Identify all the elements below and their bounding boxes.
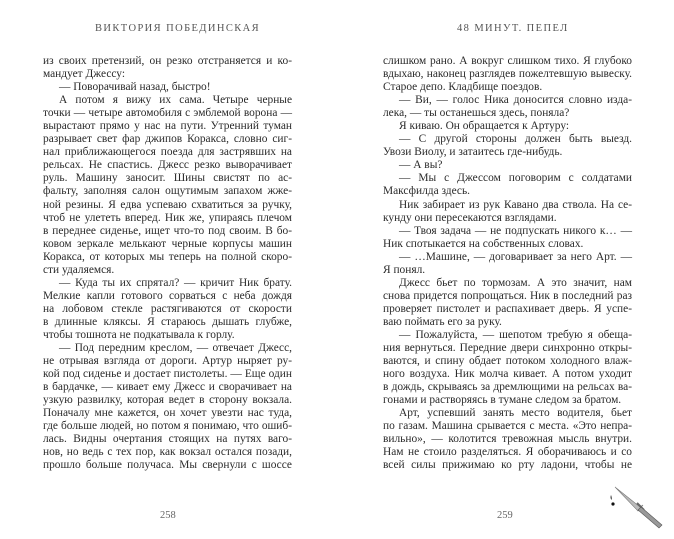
text-line: Джесс бьет по тормозам. А это значит, нам — [399, 276, 632, 289]
text-line: кой под сиденье и достает пистолеты. — Еще один — [43, 368, 292, 381]
text-line: узкую развилку, которая ведет в сторону вокзала. — [43, 394, 292, 407]
text-line: слишком рано. А вокруг слишком тихо. Я глубоко — [383, 55, 632, 67]
text-line: рельсах. Не спастись. Джесс резко выворачивает — [43, 159, 292, 172]
text-line: в переднее сиденье, ищет что-то под своим. В бо- — [43, 224, 292, 237]
text-line: ной резины. Я едва успеваю схватиться за ручку, — [43, 198, 292, 211]
text-line: чтобы тошнота не подкатывала к горлу. — [43, 328, 235, 341]
text-line: ваю поймать его за руку. — [383, 315, 502, 328]
text-line: проверяет пистолет и распахивает дверь. Я успе- — [383, 302, 632, 315]
text-line: Старое депо. Кладбище поездов. — [383, 81, 543, 94]
text-line: лека, — ты останешься здесь, поняла? — [383, 107, 570, 120]
text-line: Коракса, от которых мы теперь на полной скоро- — [43, 250, 292, 263]
text-line: Поначалу мне кажется, он хочет увезти нас туда, — [43, 407, 292, 420]
text-line: — Пожалуйста, — шепотом требую я обеща- — [399, 328, 632, 341]
text-line: ния вернуться. Передние двери синхронно откры- — [383, 342, 632, 355]
text-line: из своих претензий, он резко отстраняется и ко- — [43, 55, 292, 67]
text-line: разрывает свет фар джипов Коракса, словно сиг- — [43, 133, 292, 146]
text-line: — Куда ты их спрятал? — кричит Ник брату. — [59, 276, 292, 289]
text-line: лась. Видны очертания стоящих на путях ваго- — [43, 433, 292, 446]
text-line: снова придется попрощаться. Ник в последний раз — [383, 289, 632, 302]
text-line: сти удаляемся. — [43, 263, 115, 276]
text-line: вильно», — колотится тревожная мысль внутри. — [383, 433, 632, 446]
running-header-author: ВИКТОРИЯ ПОБЕДИНСКАЯ — [95, 23, 261, 34]
text-line: Я понял. — [383, 263, 426, 276]
text-line: — Поворачивай назад, быстро! — [59, 81, 211, 94]
text-line: нов, но ведь с тех пор, как вокзал остался позади, — [43, 446, 292, 459]
text-line: на лобовом стекле растягиваются от скорости — [43, 302, 292, 315]
text-line: Мелкие капли готового сорваться с неба дождя — [43, 289, 292, 302]
text-line: — …Машине, — договаривает за него Арт. — — [399, 250, 632, 263]
text-line: не отрывая взгляда от дороги. Артур ныряет ру- — [43, 355, 292, 368]
text-line: руль. Машину заносит. Шины свистят по ас- — [43, 172, 292, 185]
text-line: — Под передним креслом, — отвечает Джесс, — [59, 342, 292, 355]
text-line: ваются, и спину обдает потоком холодного влаж- — [383, 355, 632, 368]
text-line: А потом я вижу их сама. Четыре черные — [59, 94, 292, 107]
text-line: Ник спотыкается на собственных словах. — [383, 237, 584, 250]
text-line: Ник забирает из рук Кавано два ствола. На се- — [399, 198, 632, 211]
text-line: — С другой стороны должен быть выезд. — [399, 133, 632, 146]
text-line: — Твоя задача — не подпускать никого к… — — [399, 224, 632, 237]
text-line: всей силы прижимаю ко рту ладони, чтобы не — [383, 459, 632, 472]
text-line: мандует Джессу: — [43, 68, 126, 81]
text-line: Я киваю. Он обращается к Артуру: — [399, 120, 570, 133]
text-line: чтоб не улететь вперед. Ник же, упираясь плечом — [43, 211, 292, 224]
page-number: 258 — [160, 510, 176, 521]
text-line: — Мы с Джессом поговорим с солдатами — [399, 172, 632, 185]
text-line: — А вы? — [399, 159, 443, 172]
text-line: в бардачке, — кивает ему Джесс и сворачивает на — [43, 381, 292, 394]
text-line: нал приближающегося поезда для застрявших на — [43, 146, 292, 159]
running-header-title: 48 МИНУТ. ПЕПЕЛ — [457, 23, 569, 34]
text-line: в дождь, скрываясь за дремлющими на рельсах ва- — [383, 381, 632, 394]
text-line: по газам. Машина срывается с места. «Это непра- — [383, 420, 632, 433]
body-text — [383, 55, 632, 473]
text-line: вдыхаю, наконец разглядев пожелтевшую вывеску. — [383, 68, 632, 81]
text-line: — Ви, — голос Ника доносится словно изда- — [399, 94, 632, 107]
text-line: кунду они пересекаются взглядами. — [383, 211, 557, 224]
bloody-knife-icon — [610, 485, 670, 530]
text-line: вырастают прямо у нас на пути. Утренний туман — [43, 120, 292, 133]
text-line: фальту, заполняя салон ощутимым запахом жже- — [43, 185, 292, 198]
right-page — [337, 0, 674, 539]
text-line: в длинные кляксы. Я стараюсь дышать глубже, — [43, 315, 292, 328]
text-line: прошло больше получаса. Мы свернули с шоссе — [43, 459, 292, 472]
body-text — [43, 55, 292, 473]
text-line: Нам не стоило разделяться. Я оборачиваюсь и со — [383, 446, 632, 459]
text-line: ковом зеркале мелькают черные корпусы машин — [43, 237, 292, 250]
text-line: Увози Виолу, и затаитесь где-нибудь. — [383, 146, 563, 159]
text-line: где больше людей, но потом я понимаю, что ошиб- — [43, 420, 292, 433]
text-line: Арт, успевший занять место водителя, бьет — [399, 407, 632, 420]
text-line: ного воздуха. Ник молча кивает. А потом уходит — [383, 368, 632, 381]
text-line: Максфилда здесь. — [383, 185, 471, 198]
text-line: гонами и растворяясь в тумане следом за братом. — [383, 394, 622, 407]
page-number: 259 — [497, 510, 513, 521]
text-line: точки — четыре автомобиля с эмблемой ворона — — [43, 107, 292, 120]
